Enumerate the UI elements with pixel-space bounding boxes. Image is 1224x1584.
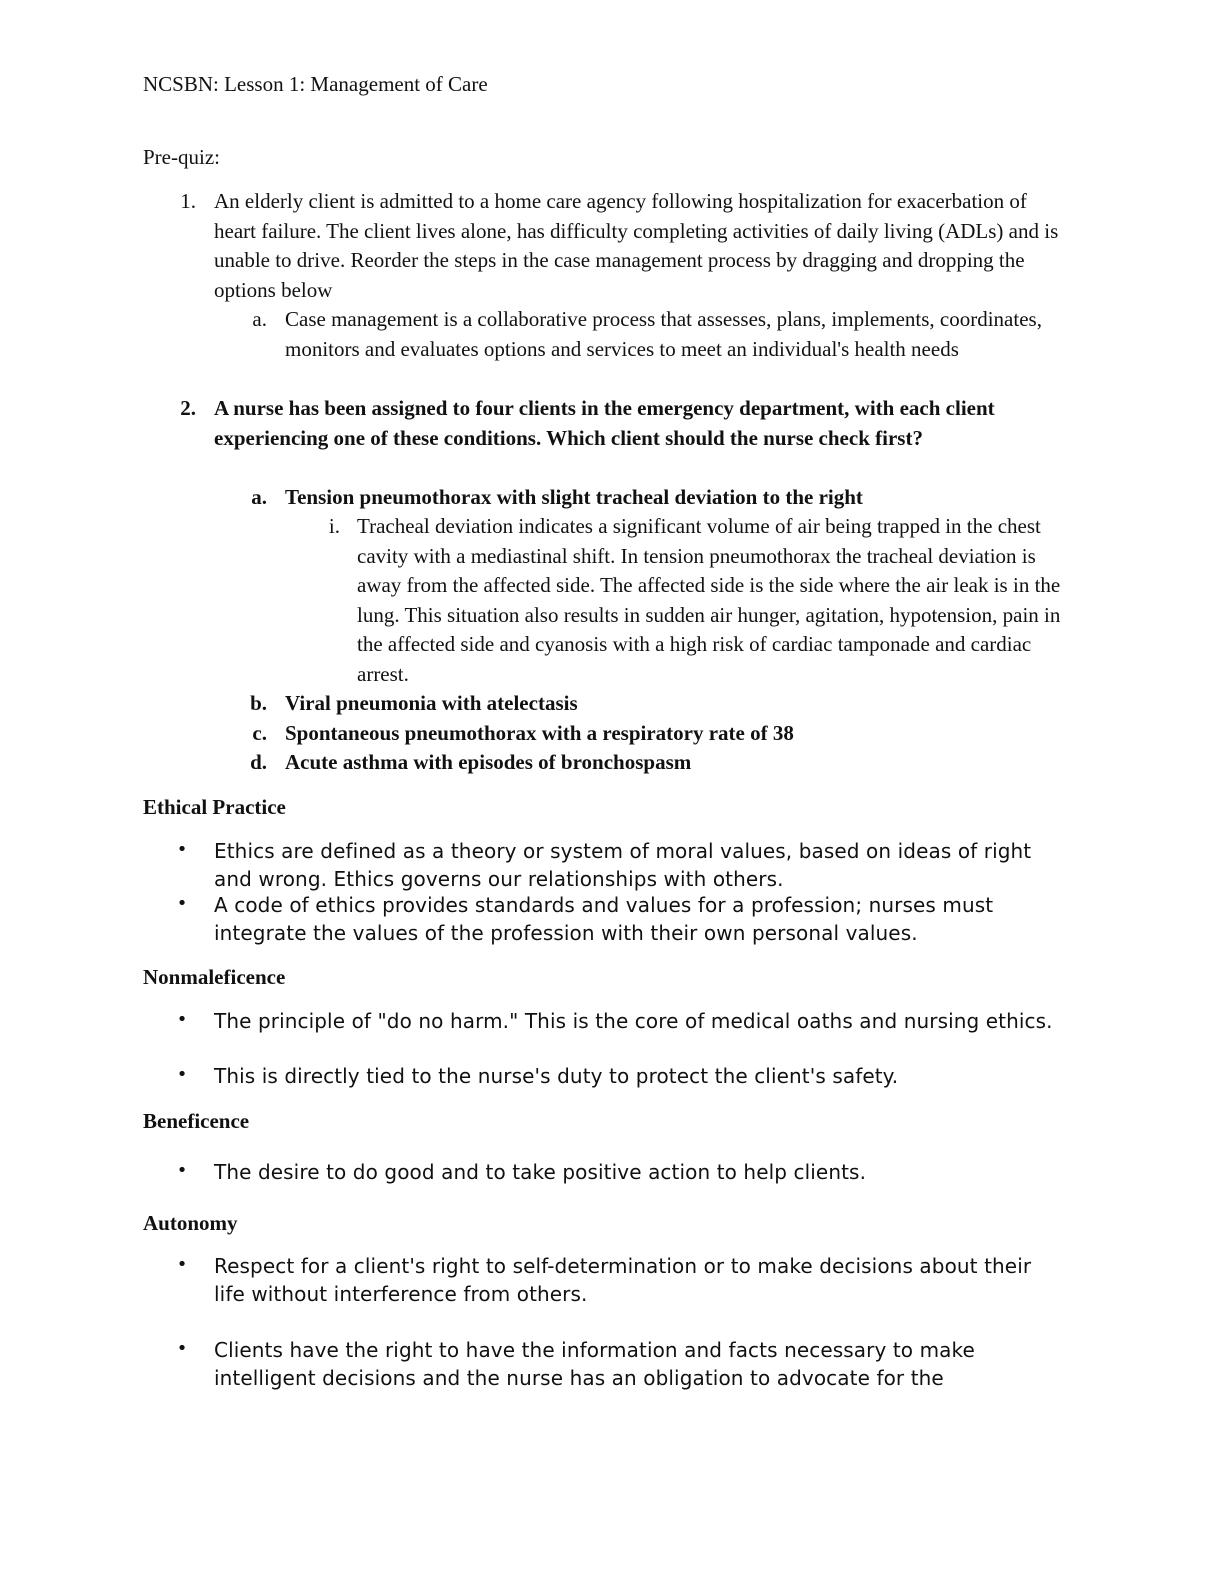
section-heading-autonomy: Autonomy bbox=[143, 1211, 238, 1235]
autonomy-bullet-1: Respect for a client's right to self-determination or to make decisions about their life without interference from others. bbox=[214, 1254, 1032, 1306]
question-2-option-c-letter: c. bbox=[252, 721, 267, 745]
question-1-number: 1. bbox=[180, 189, 196, 213]
bullet-icon: • bbox=[176, 839, 188, 860]
bullet-icon: • bbox=[176, 1338, 188, 1359]
question-2-option-d-letter: d. bbox=[250, 750, 267, 774]
section-heading-nonmaleficence: Nonmaleficence bbox=[143, 965, 286, 989]
question-2-option-b-letter: b. bbox=[250, 691, 267, 715]
section-heading-ethical-practice: Ethical Practice bbox=[143, 795, 286, 819]
bullet-icon: • bbox=[176, 1064, 188, 1085]
nonmaleficence-bullet-2: This is directly tied to the nurse's duty to protect the client's safety. bbox=[214, 1064, 899, 1088]
nonmaleficence-bullet-1: The principle of "do no harm." This is the core of medical oaths and nursing ethics. bbox=[214, 1009, 1053, 1033]
bullet-icon: • bbox=[176, 1009, 188, 1030]
question-1-option-a-text: Case management is a collaborative process that assesses, plans, implements, coordinates, monitors and evaluates options and services to meet an individual's health needs bbox=[285, 307, 1042, 361]
question-2-option-c-text: Spontaneous pneumothorax with a respiratory rate of 38 bbox=[285, 721, 794, 745]
question-2-text: A nurse has been assigned to four clients in the emergency department, with each client experiencing one of these conditions. Which client should the nurse check first? bbox=[214, 396, 995, 450]
question-2-option-d-text: Acute asthma with episodes of bronchospasm bbox=[285, 750, 692, 774]
question-1-option-a-letter: a. bbox=[252, 307, 267, 331]
question-2-option-a-text: Tension pneumothorax with slight tracheal deviation to the right bbox=[285, 485, 863, 509]
bullet-icon: • bbox=[176, 1160, 188, 1181]
question-1-text: An elderly client is admitted to a home care agency following hospitalization for exacerbation of heart failure. The client lives alone, has difficulty completing activities of daily living (ADLs) and is unable to drive. Reorder the steps in the case management process by dragging and dropping the options below bbox=[214, 189, 1059, 302]
question-2-number: 2. bbox=[180, 396, 196, 420]
beneficence-bullet-1: The desire to do good and to take positive action to help clients. bbox=[214, 1160, 867, 1184]
question-2-option-a-letter: a. bbox=[251, 485, 267, 509]
bullet-icon: • bbox=[176, 1254, 188, 1275]
bullet-icon: • bbox=[176, 893, 188, 914]
document-title: NCSBN: Lesson 1: Management of Care bbox=[143, 72, 488, 96]
question-2-explanation-marker: i. bbox=[328, 514, 340, 538]
autonomy-bullet-2: Clients have the right to have the information and facts necessary to make intelligent decisions and the nurse has an obligation to advocate for the bbox=[214, 1338, 975, 1390]
ethical-practice-bullet-1: Ethics are defined as a theory or system of moral values, based on ideas of right and wrong. Ethics governs our relationships with others. bbox=[214, 839, 1032, 891]
section-heading-beneficence: Beneficence bbox=[143, 1109, 250, 1133]
ethical-practice-bullet-2: A code of ethics provides standards and values for a profession; nurses must integrate the values of the profession with their own personal values. bbox=[214, 893, 994, 945]
question-2-explanation-text: Tracheal deviation indicates a significant volume of air being trapped in the chest cavity with a mediastinal shift. In tension pneumothorax the tracheal deviation is away from the affected side. The affected side is the side where the air leak is in the lung. This situation also results in sudden air hunger, agitation, hypotension, pain in the affected side and cyanosis with a high risk of cardiac tamponade and cardiac arrest. bbox=[357, 514, 1061, 686]
prequiz-label: Pre-quiz: bbox=[143, 145, 220, 169]
question-2-option-b-text: Viral pneumonia with atelectasis bbox=[285, 691, 578, 715]
